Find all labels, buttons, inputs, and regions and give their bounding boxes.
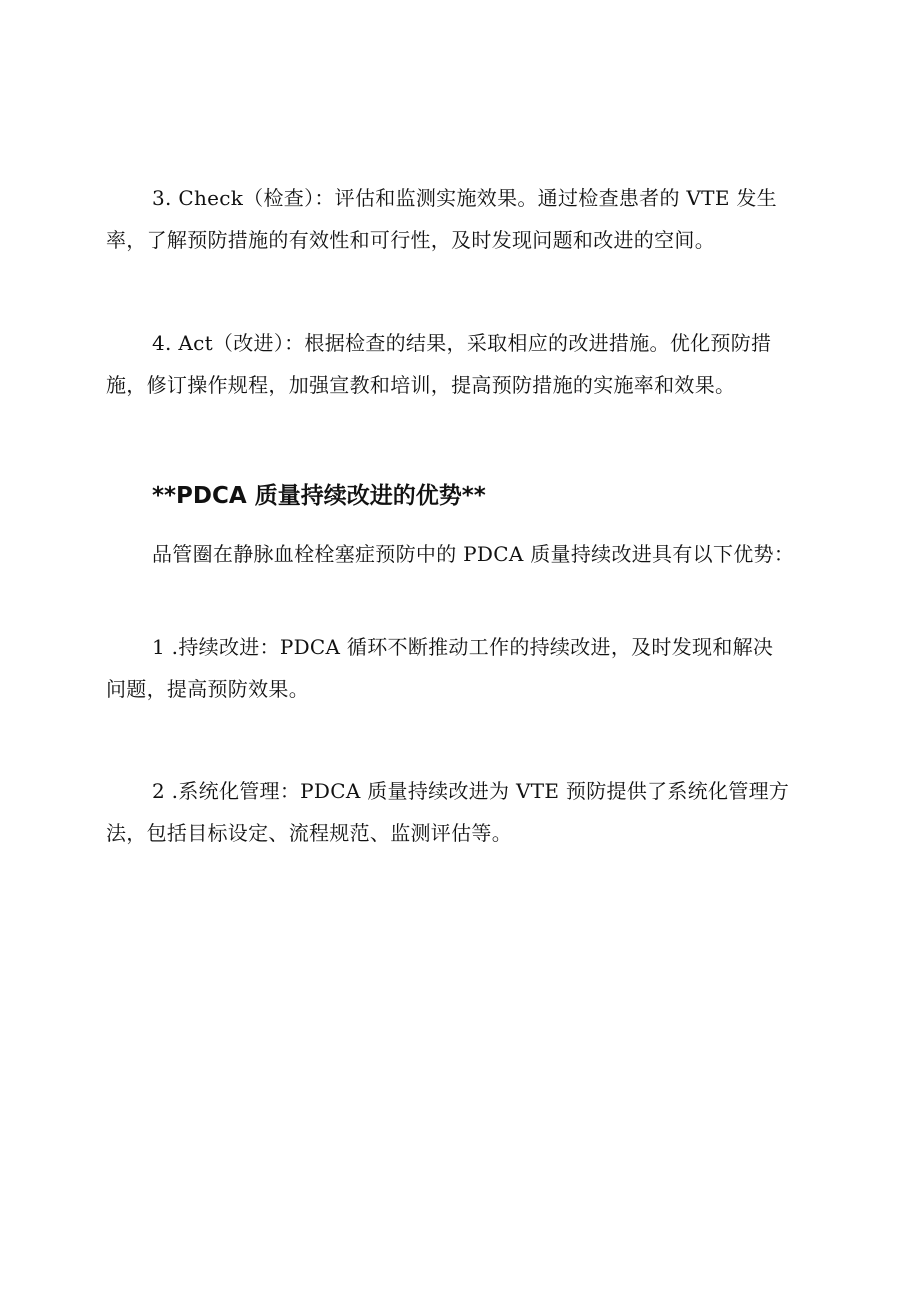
paragraph-line: 法，包括目标设定、流程规范、监测评估等。 bbox=[106, 821, 512, 845]
paragraph-line: 1 .持续改进：PDCA 循环不断推动工作的持续改进，及时发现和解决 bbox=[152, 635, 774, 659]
paragraph-line: 品管圈在静脉血栓栓塞症预防中的 PDCA 质量持续改进具有以下优势： bbox=[152, 542, 795, 566]
list-item-systematic-management bbox=[106, 770, 820, 854]
paragraph-check bbox=[106, 177, 820, 261]
paragraph-line: 4. Act（改进）：根据检查的结果，采取相应的改进措施。优化预防措 bbox=[152, 331, 772, 355]
list-item-continuous-improvement bbox=[106, 626, 820, 710]
paragraph-intro bbox=[106, 533, 820, 575]
section-heading: **PDCA 质量持续改进的优势** bbox=[152, 483, 486, 509]
paragraph-line: 3. Check（检查）：评估和监测实施效果。通过检查患者的 VTE 发生 bbox=[152, 186, 777, 210]
paragraph-line: 施，修订操作规程，加强宣教和培训，提高预防措施的实施率和效果。 bbox=[106, 373, 736, 397]
paragraph-act bbox=[106, 322, 820, 406]
paragraph-line: 2 .系统化管理：PDCA 质量持续改进为 VTE 预防提供了系统化管理方 bbox=[152, 779, 790, 803]
paragraph-line: 问题，提高预防效果。 bbox=[106, 677, 309, 701]
paragraph-line: 率，了解预防措施的有效性和可行性，及时发现问题和改进的空间。 bbox=[106, 228, 715, 252]
